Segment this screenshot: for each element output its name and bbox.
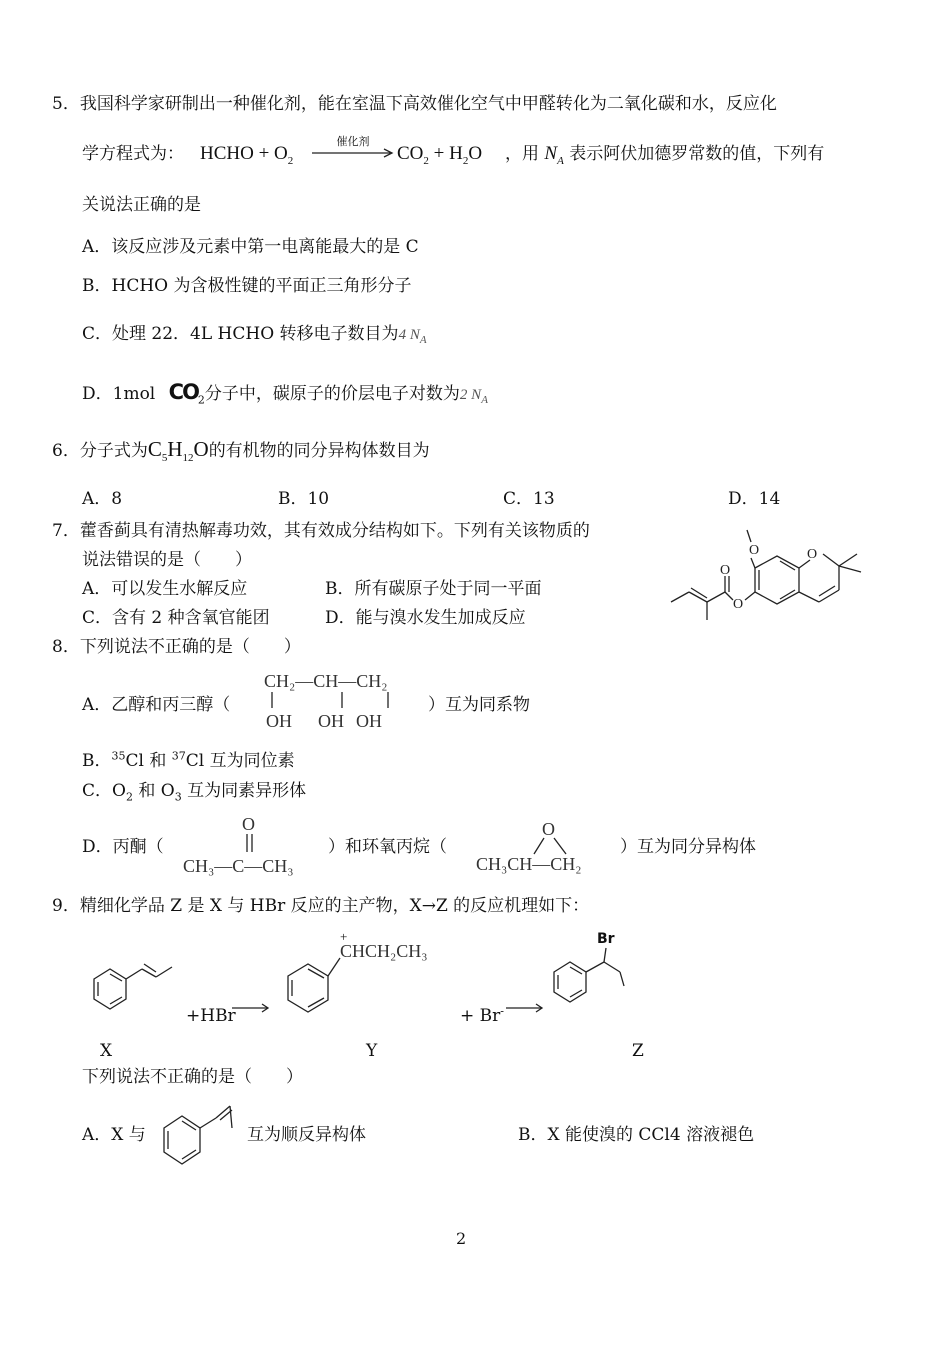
q5-option-d: D．1mol $CO_2$分子中，碳原子的价层电子对数为2 $N_A$ (82, 380, 488, 407)
q9-sub-stem: 下列说法不正确的是（ ） (82, 1067, 303, 1087)
q9-option-b: B．X 能使溴的 CCl4 溶液褪色 (518, 1125, 755, 1145)
q5-catalyst-label: 催化剂 (336, 135, 370, 148)
label-y: Y (366, 1041, 378, 1061)
q7-ageratochromene-structure (665, 528, 885, 628)
arrow-y-to-z (506, 1002, 546, 1014)
q8-glycerol-bottom: OH OH OH (266, 711, 382, 731)
cis-isomer-structure (160, 1100, 240, 1170)
na-symbol: $N_A$ (544, 143, 564, 167)
q5-reaction-arrow (312, 147, 394, 159)
acetone-oxygen: O (242, 814, 255, 834)
q8-option-a-pre: A．乙醇和丙三醇（ (82, 695, 231, 715)
q7-option-a: A．可以发生水解反应 (82, 579, 248, 599)
svg-text:O: O (720, 563, 731, 578)
q5-option-a: A．该反应涉及元素中第一电离能最大的是 C (82, 237, 419, 257)
q6-option-a: A．8 (82, 489, 123, 509)
q6-option-b: B．10 (278, 489, 330, 509)
molecule-x (88, 955, 188, 1025)
q5-option-b: B．HCHO 为含极性键的平面正三角形分子 (82, 276, 412, 296)
q7-option-d: D．能与溴水发生加成反应 (325, 608, 526, 628)
q8-option-c: C．$O_2$ 和 $O_3$ 互为同素异形体 (82, 781, 307, 804)
plus-br: + Br- (460, 1004, 504, 1026)
q8-option-d-pre: D．丙酮（ (82, 837, 164, 857)
q9-option-a-pre: A．X 与 (82, 1125, 146, 1145)
z-bromine: Br (597, 931, 615, 947)
q5-number: 5． (52, 94, 80, 114)
molecule-z (548, 946, 648, 1026)
q8-glycerol-top: CH₂—CH—CH₂ (264, 671, 388, 691)
q7-number: 7． (52, 521, 80, 541)
svg-text:O: O (733, 597, 744, 612)
plus-hbr: +HBr (186, 1006, 236, 1026)
epoxide-chain: CH₃CH—CH₂ (476, 854, 582, 874)
q9-option-a-post: 互为顺反异构体 (247, 1125, 366, 1145)
q5-equation-left: HCHO + $O_2$ (200, 143, 294, 167)
q5-line3: 关说法正确的是 (82, 195, 201, 215)
q8-number: 8． (52, 637, 80, 657)
label-x: X (100, 1041, 113, 1061)
q6-number: 6． (52, 441, 80, 461)
label-z: Z (632, 1041, 644, 1061)
q8-option-d-post: ）互为同分异构体 (620, 837, 756, 857)
q7-line1: 7．藿香蓟具有清热解毒功效，其有效成分结构如下。下列有关该物质的 (52, 521, 590, 541)
svg-text:O: O (807, 547, 818, 562)
q7-option-c: C．含有 2 种含氧官能团 (82, 608, 270, 628)
q6-formula: $C_5H_{12}O$ (147, 437, 209, 465)
arrow-x-to-y (232, 1002, 272, 1014)
q8-stem: 8．下列说法不正确的是（ ） (52, 637, 301, 657)
q8-option-d-mid: ）和环氧丙烷（ (328, 837, 447, 857)
q8-option-a-post: ）互为同系物 (428, 695, 530, 715)
q7-line2: 说法错误的是（ ） (82, 550, 252, 570)
epoxide-oxygen: O (542, 819, 555, 839)
q6-option-c: C．13 (503, 489, 555, 509)
page-number: 2 (456, 1229, 467, 1248)
y-chain: CHCH₂CH₃ (340, 941, 428, 961)
y-cation-charge: + (340, 929, 348, 944)
q7-option-b: B．所有碳原子处于同一平面 (325, 579, 542, 599)
q5-line2: 学方程式为： (82, 144, 184, 164)
q5-line2-rest: ，用 $N_A$ 表示阿伏加德罗常数的值，下列有 (505, 143, 825, 167)
q5-equation-right: $CO_2 + H_2O$ (397, 143, 483, 167)
q5-line1: 5．我国科学家研制出一种催化剂，能在室温下高效催化空气中甲醛转化为二氧化碳和水，反应化 (52, 94, 777, 114)
q6-stem: 6．分子式为$C_5H_{12}O$的有机物的同分异构体数目为 (52, 437, 430, 465)
q5-option-c: C．处理 22．4L HCHO 转移电子数目为4 $N_A$ (82, 324, 427, 346)
q8-glycerol-bonds (266, 690, 426, 712)
acetone-double-bond (244, 834, 256, 854)
q8-option-b: B．$^{35}$Cl 和 $^{37}$Cl 互为同位素 (82, 749, 295, 771)
svg-text:O: O (749, 543, 760, 558)
q9-stem: 9．精细化学品 Z 是 X 与 HBr 反应的主产物，X→Z 的反应机理如下： (52, 896, 590, 916)
acetone-chain: CH₃—C—CH₃ (183, 856, 294, 876)
q9-number: 9． (52, 896, 80, 916)
q6-option-d: D．14 (728, 489, 781, 509)
